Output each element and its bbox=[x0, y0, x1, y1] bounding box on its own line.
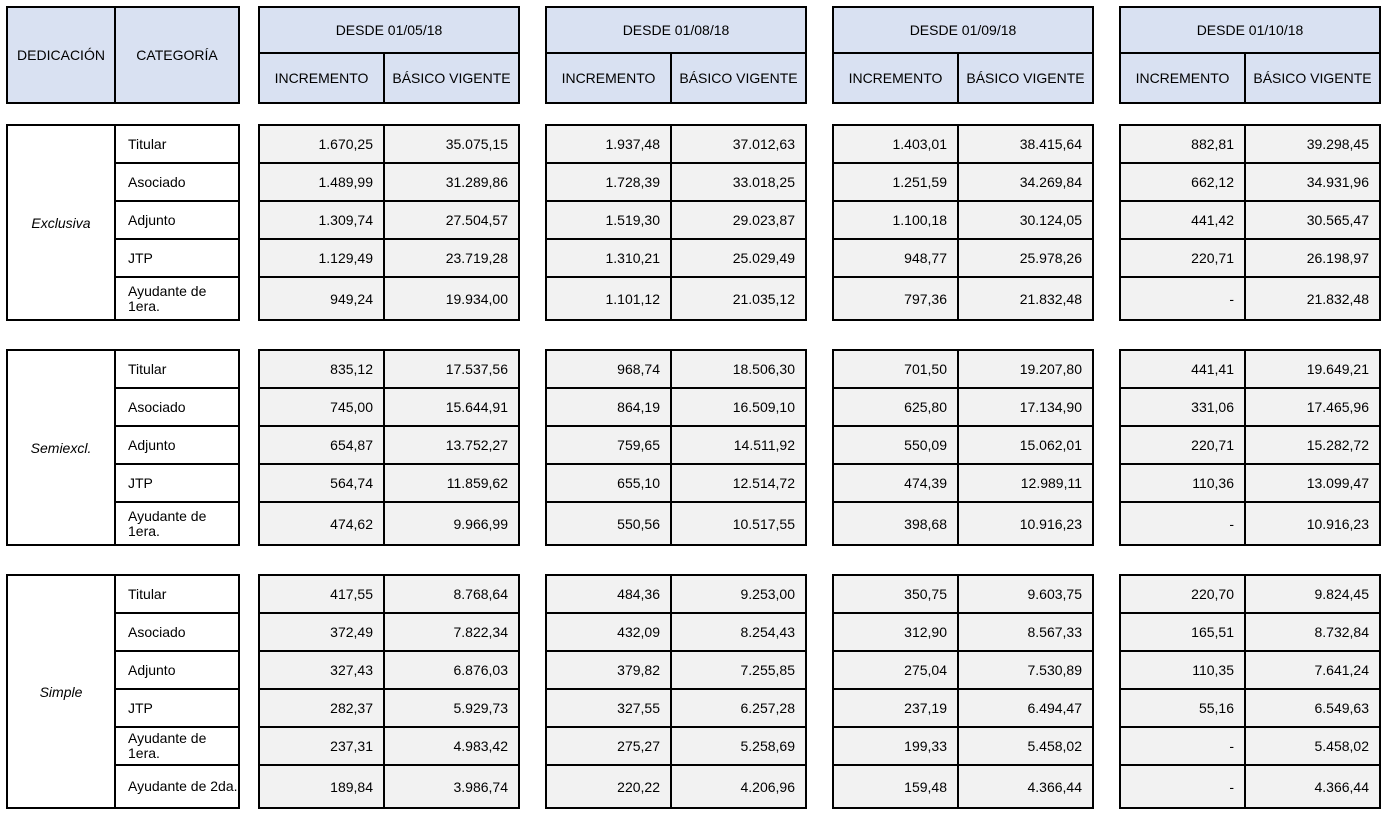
incremento-cell: 1.310,21 bbox=[545, 238, 672, 278]
basico-cell: 5.458,02 bbox=[957, 726, 1094, 766]
incremento-cell: 1.100,18 bbox=[832, 200, 959, 240]
incremento-cell: 220,71 bbox=[1119, 425, 1246, 465]
basico-cell: 8.732,84 bbox=[1244, 612, 1381, 652]
categoria-cell: Adjunto bbox=[114, 200, 240, 240]
incremento-cell: 220,71 bbox=[1119, 238, 1246, 278]
incremento-cell: 564,74 bbox=[258, 463, 385, 503]
header-period: DESDE 01/05/18 bbox=[258, 6, 520, 54]
basico-cell: 15.062,01 bbox=[957, 425, 1094, 465]
incremento-cell: 474,39 bbox=[832, 463, 959, 503]
incremento-cell: 441,41 bbox=[1119, 349, 1246, 389]
basico-cell: 25.029,49 bbox=[670, 238, 807, 278]
incremento-cell: 835,12 bbox=[258, 349, 385, 389]
basico-cell: 21.832,48 bbox=[1244, 276, 1381, 321]
basico-cell: 5.458,02 bbox=[1244, 726, 1381, 766]
basico-cell: 21.035,12 bbox=[670, 276, 807, 321]
incremento-cell: 350,75 bbox=[832, 574, 959, 614]
basico-cell: 6.876,03 bbox=[383, 650, 520, 690]
incremento-cell: 1.519,30 bbox=[545, 200, 672, 240]
categoria-cell: Ayudante de 1era. bbox=[114, 501, 240, 546]
basico-cell: 11.859,62 bbox=[383, 463, 520, 503]
basico-cell: 31.289,86 bbox=[383, 162, 520, 202]
incremento-cell: - bbox=[1119, 726, 1246, 766]
basico-cell: 33.018,25 bbox=[670, 162, 807, 202]
basico-cell: 34.269,84 bbox=[957, 162, 1094, 202]
basico-cell: 25.978,26 bbox=[957, 238, 1094, 278]
incremento-cell: 655,10 bbox=[545, 463, 672, 503]
header-incremento: INCREMENTO bbox=[545, 52, 672, 104]
incremento-cell: 701,50 bbox=[832, 349, 959, 389]
incremento-cell: 745,00 bbox=[258, 387, 385, 427]
basico-cell: 30.124,05 bbox=[957, 200, 1094, 240]
incremento-cell: 327,55 bbox=[545, 688, 672, 728]
categoria-cell: Ayudante de 1era. bbox=[114, 726, 240, 766]
basico-cell: 9.253,00 bbox=[670, 574, 807, 614]
categoria-cell: JTP bbox=[114, 688, 240, 728]
incremento-cell: 432,09 bbox=[545, 612, 672, 652]
header-basico-vigente: BÁSICO VIGENTE bbox=[670, 52, 807, 104]
header-period: DESDE 01/10/18 bbox=[1119, 6, 1381, 54]
basico-cell: 5.929,73 bbox=[383, 688, 520, 728]
basico-cell: 4.206,96 bbox=[670, 764, 807, 809]
categoria-cell: Ayudante de 2da. bbox=[114, 764, 240, 809]
incremento-cell: 864,19 bbox=[545, 387, 672, 427]
incremento-cell: 474,62 bbox=[258, 501, 385, 546]
incremento-cell: 237,31 bbox=[258, 726, 385, 766]
basico-cell: 4.366,44 bbox=[957, 764, 1094, 809]
basico-cell: 8.254,43 bbox=[670, 612, 807, 652]
basico-cell: 18.506,30 bbox=[670, 349, 807, 389]
categoria-cell: JTP bbox=[114, 463, 240, 503]
incremento-cell: 949,24 bbox=[258, 276, 385, 321]
basico-cell: 37.012,63 bbox=[670, 124, 807, 164]
incremento-cell: 417,55 bbox=[258, 574, 385, 614]
basico-cell: 5.258,69 bbox=[670, 726, 807, 766]
basico-cell: 7.255,85 bbox=[670, 650, 807, 690]
incremento-cell: 379,82 bbox=[545, 650, 672, 690]
basico-cell: 16.509,10 bbox=[670, 387, 807, 427]
basico-cell: 9.966,99 bbox=[383, 501, 520, 546]
basico-cell: 12.989,11 bbox=[957, 463, 1094, 503]
basico-cell: 7.641,24 bbox=[1244, 650, 1381, 690]
basico-cell: 29.023,87 bbox=[670, 200, 807, 240]
basico-cell: 34.931,96 bbox=[1244, 162, 1381, 202]
incremento-cell: 1.101,12 bbox=[545, 276, 672, 321]
basico-cell: 35.075,15 bbox=[383, 124, 520, 164]
incremento-cell: 398,68 bbox=[832, 501, 959, 546]
incremento-cell: 159,48 bbox=[832, 764, 959, 809]
incremento-cell: 1.728,39 bbox=[545, 162, 672, 202]
incremento-cell: 199,33 bbox=[832, 726, 959, 766]
basico-cell: 17.465,96 bbox=[1244, 387, 1381, 427]
incremento-cell: 189,84 bbox=[258, 764, 385, 809]
basico-cell: 15.644,91 bbox=[383, 387, 520, 427]
basico-cell: 12.514,72 bbox=[670, 463, 807, 503]
header-basico-vigente: BÁSICO VIGENTE bbox=[383, 52, 520, 104]
incremento-cell: - bbox=[1119, 764, 1246, 809]
categoria-cell: Asociado bbox=[114, 162, 240, 202]
incremento-cell: 882,81 bbox=[1119, 124, 1246, 164]
basico-cell: 3.986,74 bbox=[383, 764, 520, 809]
incremento-cell: 797,36 bbox=[832, 276, 959, 321]
incremento-cell: 968,74 bbox=[545, 349, 672, 389]
categoria-cell: Adjunto bbox=[114, 650, 240, 690]
header-categoria: CATEGORÍA bbox=[114, 6, 240, 104]
header-period: DESDE 01/08/18 bbox=[545, 6, 807, 54]
basico-cell: 6.494,47 bbox=[957, 688, 1094, 728]
dedicacion-cell: Exclusiva bbox=[6, 124, 116, 321]
categoria-cell: Titular bbox=[114, 124, 240, 164]
header-period: DESDE 01/09/18 bbox=[832, 6, 1094, 54]
basico-cell: 10.517,55 bbox=[670, 501, 807, 546]
basico-cell: 6.257,28 bbox=[670, 688, 807, 728]
incremento-cell: 1.309,74 bbox=[258, 200, 385, 240]
incremento-cell: 1.670,25 bbox=[258, 124, 385, 164]
basico-cell: 8.768,64 bbox=[383, 574, 520, 614]
incremento-cell: 327,43 bbox=[258, 650, 385, 690]
basico-cell: 30.565,47 bbox=[1244, 200, 1381, 240]
basico-cell: 9.824,45 bbox=[1244, 574, 1381, 614]
basico-cell: 19.207,80 bbox=[957, 349, 1094, 389]
incremento-cell: 110,35 bbox=[1119, 650, 1246, 690]
incremento-cell: 165,51 bbox=[1119, 612, 1246, 652]
basico-cell: 4.983,42 bbox=[383, 726, 520, 766]
basico-cell: 23.719,28 bbox=[383, 238, 520, 278]
basico-cell: 4.366,44 bbox=[1244, 764, 1381, 809]
categoria-cell: Asociado bbox=[114, 612, 240, 652]
basico-cell: 21.832,48 bbox=[957, 276, 1094, 321]
incremento-cell: 1.489,99 bbox=[258, 162, 385, 202]
basico-cell: 7.530,89 bbox=[957, 650, 1094, 690]
header-incremento: INCREMENTO bbox=[258, 52, 385, 104]
basico-cell: 7.822,34 bbox=[383, 612, 520, 652]
incremento-cell: 275,27 bbox=[545, 726, 672, 766]
dedicacion-cell: Semiexcl. bbox=[6, 349, 116, 546]
incremento-cell: 55,16 bbox=[1119, 688, 1246, 728]
basico-cell: 10.916,23 bbox=[1244, 501, 1381, 546]
incremento-cell: - bbox=[1119, 276, 1246, 321]
basico-cell: 14.511,92 bbox=[670, 425, 807, 465]
incremento-cell: 484,36 bbox=[545, 574, 672, 614]
basico-cell: 9.603,75 bbox=[957, 574, 1094, 614]
incremento-cell: 550,09 bbox=[832, 425, 959, 465]
categoria-cell: Ayudante de 1era. bbox=[114, 276, 240, 321]
basico-cell: 13.099,47 bbox=[1244, 463, 1381, 503]
incremento-cell: 1.403,01 bbox=[832, 124, 959, 164]
incremento-cell: 759,65 bbox=[545, 425, 672, 465]
incremento-cell: 312,90 bbox=[832, 612, 959, 652]
basico-cell: 38.415,64 bbox=[957, 124, 1094, 164]
basico-cell: 39.298,45 bbox=[1244, 124, 1381, 164]
dedicacion-cell: Simple bbox=[6, 574, 116, 809]
categoria-cell: Titular bbox=[114, 349, 240, 389]
incremento-cell: 662,12 bbox=[1119, 162, 1246, 202]
incremento-cell: 1.251,59 bbox=[832, 162, 959, 202]
incremento-cell: 441,42 bbox=[1119, 200, 1246, 240]
basico-cell: 19.934,00 bbox=[383, 276, 520, 321]
incremento-cell: 372,49 bbox=[258, 612, 385, 652]
incremento-cell: 948,77 bbox=[832, 238, 959, 278]
header-incremento: INCREMENTO bbox=[1119, 52, 1246, 104]
basico-cell: 8.567,33 bbox=[957, 612, 1094, 652]
incremento-cell: 654,87 bbox=[258, 425, 385, 465]
incremento-cell: - bbox=[1119, 501, 1246, 546]
categoria-cell: Asociado bbox=[114, 387, 240, 427]
basico-cell: 17.134,90 bbox=[957, 387, 1094, 427]
basico-cell: 10.916,23 bbox=[957, 501, 1094, 546]
basico-cell: 26.198,97 bbox=[1244, 238, 1381, 278]
incremento-cell: 220,22 bbox=[545, 764, 672, 809]
incremento-cell: 110,36 bbox=[1119, 463, 1246, 503]
basico-cell: 13.752,27 bbox=[383, 425, 520, 465]
basico-cell: 27.504,57 bbox=[383, 200, 520, 240]
incremento-cell: 275,04 bbox=[832, 650, 959, 690]
basico-cell: 19.649,21 bbox=[1244, 349, 1381, 389]
incremento-cell: 1.937,48 bbox=[545, 124, 672, 164]
basico-cell: 15.282,72 bbox=[1244, 425, 1381, 465]
categoria-cell: Adjunto bbox=[114, 425, 240, 465]
incremento-cell: 550,56 bbox=[545, 501, 672, 546]
incremento-cell: 282,37 bbox=[258, 688, 385, 728]
header-basico-vigente: BÁSICO VIGENTE bbox=[1244, 52, 1381, 104]
incremento-cell: 237,19 bbox=[832, 688, 959, 728]
header-incremento: INCREMENTO bbox=[832, 52, 959, 104]
incremento-cell: 220,70 bbox=[1119, 574, 1246, 614]
incremento-cell: 625,80 bbox=[832, 387, 959, 427]
categoria-cell: Titular bbox=[114, 574, 240, 614]
incremento-cell: 331,06 bbox=[1119, 387, 1246, 427]
basico-cell: 6.549,63 bbox=[1244, 688, 1381, 728]
categoria-cell: JTP bbox=[114, 238, 240, 278]
basico-cell: 17.537,56 bbox=[383, 349, 520, 389]
header-dedicacion: DEDICACIÓN bbox=[6, 6, 116, 104]
header-basico-vigente: BÁSICO VIGENTE bbox=[957, 52, 1094, 104]
incremento-cell: 1.129,49 bbox=[258, 238, 385, 278]
